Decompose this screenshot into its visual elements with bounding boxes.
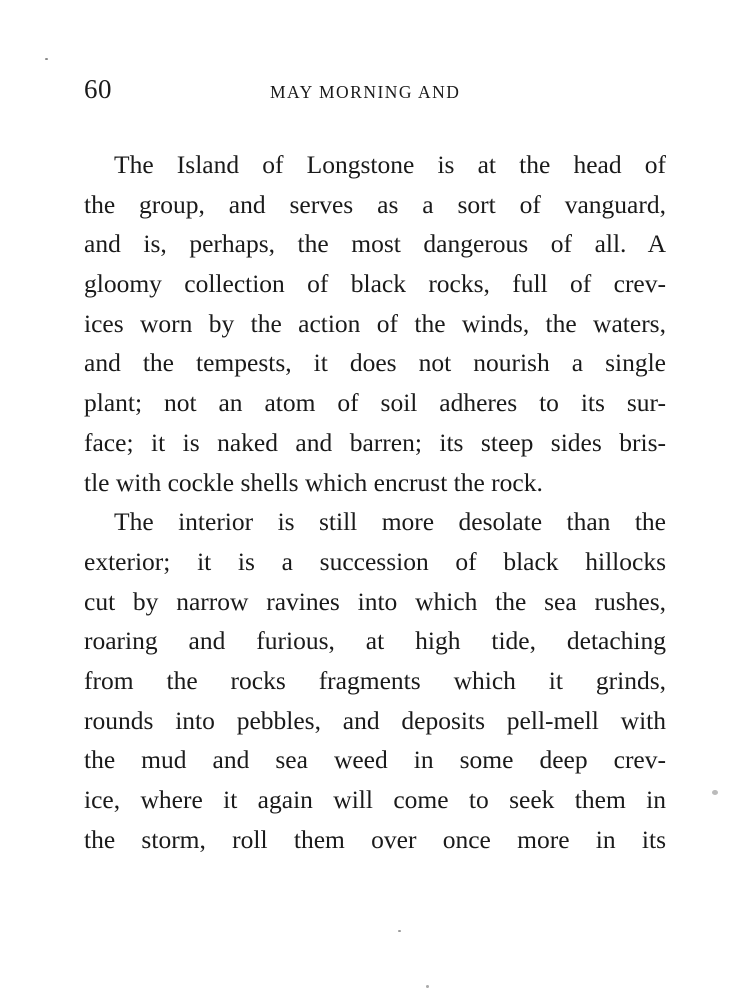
- text-line: rounds into pebbles, and deposits pell-mell with: [84, 705, 666, 735]
- text-line: The interior is still more desolate than the: [114, 507, 666, 537]
- text-line: from the rocks fragments which it grinds,: [84, 665, 666, 695]
- text-line: ice, where it again will come to seek them in: [84, 785, 666, 814]
- text-line: plant; not an atom of soil adheres to its sur-: [84, 388, 666, 418]
- text-line: the storm, roll them over once more in its: [84, 824, 666, 854]
- text-line: tle with cockle shells which encrust the rock.: [84, 467, 543, 497]
- text-line: gloomy collection of black rocks, full of crev-: [84, 269, 666, 299]
- running-title: MAY MORNING AND: [270, 82, 461, 102]
- text-line: exterior; it is a succession of black hillocks: [84, 546, 666, 576]
- page-number: 60: [84, 74, 112, 104]
- print-speck: [426, 985, 429, 988]
- text-line: roaring and furious, at high tide, detaching: [84, 626, 666, 656]
- running-head: [84, 74, 664, 114]
- text-line: and the tempests, it does not nourish a single: [84, 348, 666, 378]
- paragraph-1: [84, 145, 666, 502]
- text-line: The Island of Longstone is at the head of: [114, 150, 666, 179]
- print-speck: [398, 930, 401, 932]
- text-line: the mud and sea weed in some deep crev-: [84, 745, 666, 775]
- text-line: the group, and serves as a sort of vanguard,: [84, 189, 666, 219]
- text-line: cut by narrow ravines into which the sea rushes,: [84, 586, 666, 616]
- paragraph-2: [84, 502, 666, 859]
- text-line: and is, perhaps, the most dangerous of all. A: [84, 229, 666, 259]
- text-line: ices worn by the action of the winds, the waters,: [84, 308, 666, 338]
- print-speck: [45, 58, 48, 60]
- print-speck: [712, 790, 718, 795]
- body-text: [84, 145, 666, 859]
- text-line: face; it is naked and barren; its steep sides bris-: [84, 427, 666, 457]
